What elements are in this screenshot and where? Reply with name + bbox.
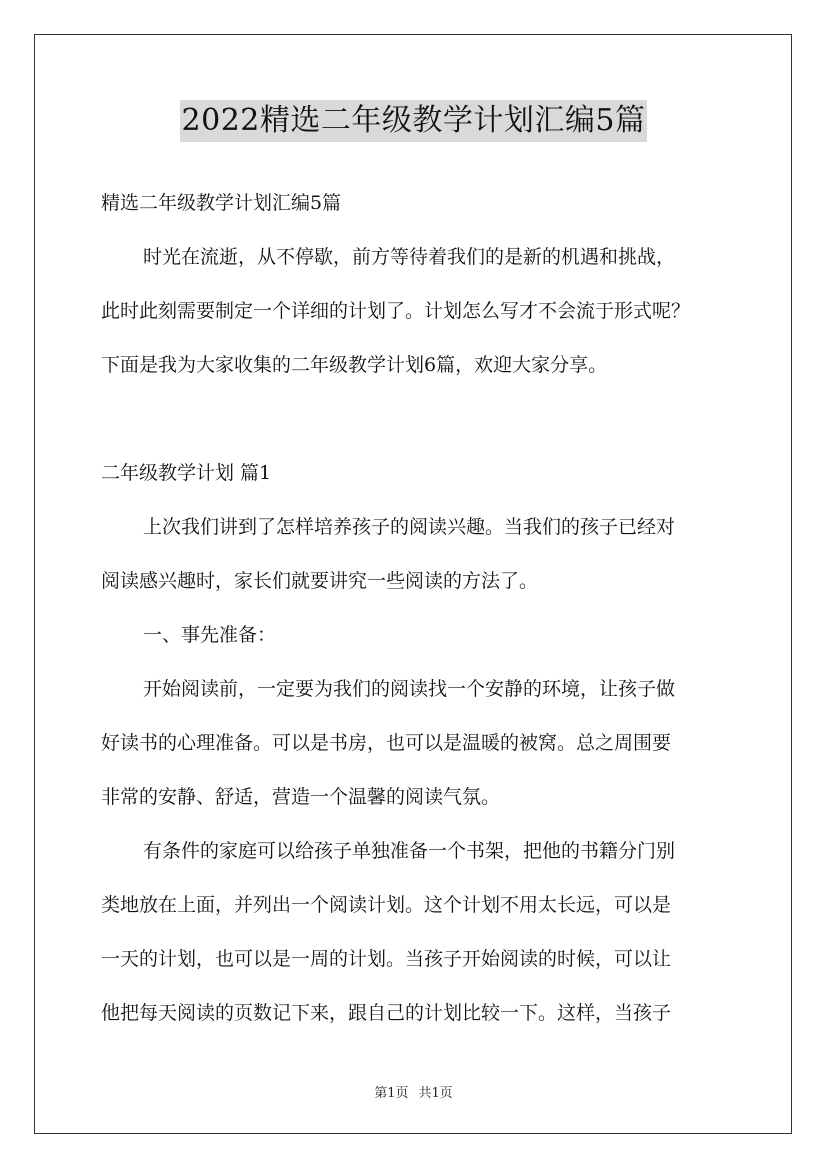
document-body — [101, 176, 729, 1040]
para1-line-2: 阅读感兴趣时，家长们就要讲究一些阅读的方法了。 — [101, 570, 539, 592]
intro-line-2: 此时此刻需要制定一个详细的计划了。计划怎么写才不会流于形式呢？ — [101, 300, 691, 322]
intro-line-3: 下面是我为大家收集的二年级教学计划6篇，欢迎大家分享。 — [101, 354, 608, 376]
subheading-preparation: 一、事先准备： — [143, 624, 277, 646]
page-number-current: 第1页 — [374, 1086, 409, 1101]
page-number-total: 共1页 — [418, 1086, 453, 1101]
title-container — [0, 100, 827, 142]
paragraph-spacer — [101, 392, 729, 446]
para2-line-1: 开始阅读前，一定要为我们的阅读找一个安静的环境，让孩子做 — [143, 678, 676, 700]
para3-line-4: 他把每天阅读的页数记下来，跟自己的计划比较一下。这样，当孩子 — [101, 1002, 672, 1024]
document-title: 2022精选二年级教学计划汇编5篇 — [180, 100, 648, 142]
section-heading: 二年级教学计划 篇1 — [101, 462, 272, 484]
para2-line-2: 好读书的心理准备。可以是书房，也可以是温暖的被窝。总之周围要 — [101, 732, 672, 754]
para3-line-1: 有条件的家庭可以给孩子单独准备一个书架，把他的书籍分门别 — [143, 840, 676, 862]
page-footer — [0, 1082, 827, 1101]
para1-line-1: 上次我们讲到了怎样培养孩子的阅读兴趣。当我们的孩子已经对 — [143, 516, 676, 538]
para3-line-2: 类地放在上面，并列出一个阅读计划。这个计划不用太长远，可以是 — [101, 894, 672, 916]
document-subtitle: 精选二年级教学计划汇编5篇 — [101, 192, 342, 214]
intro-line-1: 时光在流逝，从不停歇，前方等待着我们的是新的机遇和挑战， — [143, 246, 676, 268]
para2-line-3: 非常的安静、舒适，营造一个温馨的阅读气氛。 — [101, 786, 501, 808]
para3-line-3: 一天的计划，也可以是一周的计划。当孩子开始阅读的时候，可以让 — [101, 948, 672, 970]
